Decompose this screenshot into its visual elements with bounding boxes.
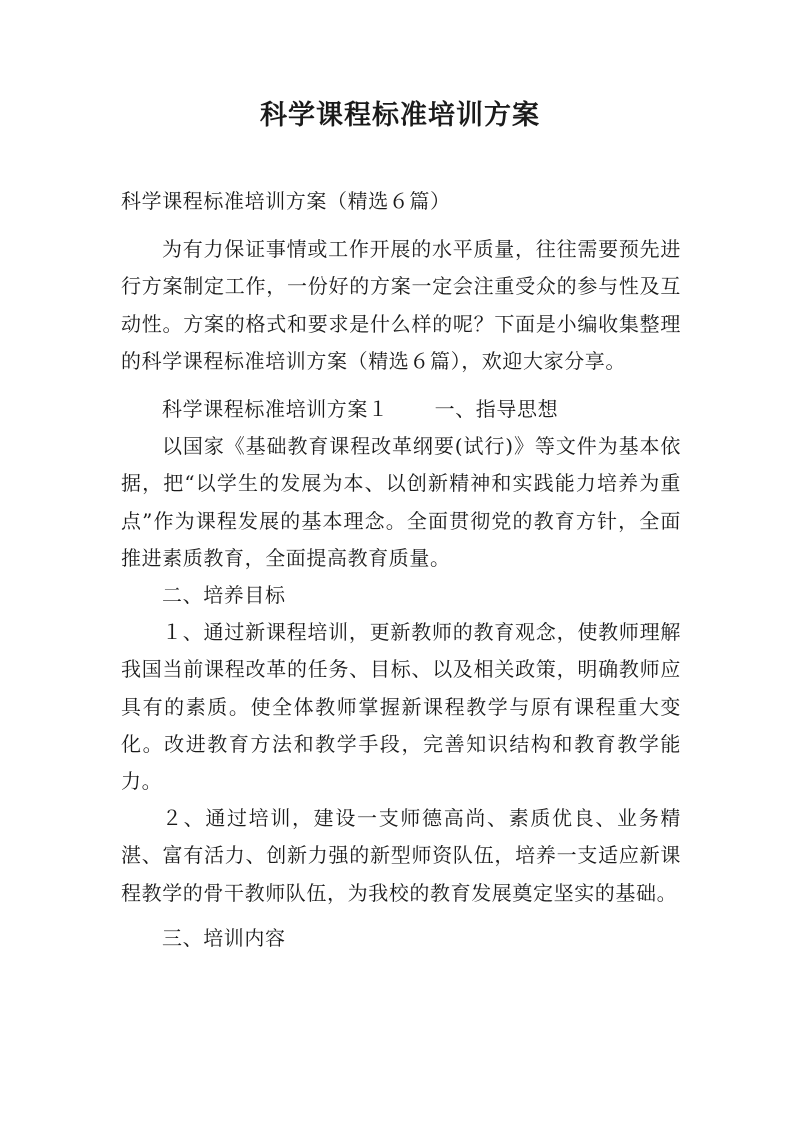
intro-paragraph: 为有力保证事情或工作开展的水平质量，往往需要预先进行方案制定工作，一份好的方案一定会注重受众的参与性及互动性。方案的格式和要求是什么样的呢？下面是小编收集整理的科学课程标准培训方案（精选６篇），欢迎大家分享。 bbox=[121, 237, 681, 373]
guiding-paragraph: 以国家《基础教育课程改革纲要(试行)》等文件为基本依据，把“以学生的发展为本、以创新精神和实践能力培养为重点”作为课程发展的基本理念。全面贯彻党的教育方针，全面推进素质教育，全面提高教育质量。 bbox=[121, 434, 681, 570]
goal-2-paragraph: ２、通过培训，建设一支师德高尚、素质优良、业务精湛、富有活力、创新力强的新型师资队伍，培养一支适应新课程教学的骨干教师队伍，为我校的教育发展奠定坚实的基础。 bbox=[121, 806, 681, 905]
goal-1-paragraph: １、通过新课程培训，更新教师的教育观念，使教师理解我国当前课程改革的任务、目标、以及相关政策，明确教师应具有的素质。使全体教师掌握新课程教学与原有课程重大变化。改进教育方法和教学手段，完善知识结构和教育教学能力。 bbox=[121, 620, 681, 794]
goals-heading: 二、培养目标 bbox=[162, 583, 286, 608]
guiding-heading: 一、指导思想 bbox=[434, 397, 559, 422]
document-title: 科学课程标准培训方案 bbox=[260, 100, 540, 131]
document-body bbox=[121, 183, 681, 957]
subtitle: 科学课程标准培训方案（精选６篇） bbox=[121, 189, 451, 213]
content-heading: 三、培训内容 bbox=[162, 925, 286, 950]
section-1-label: 科学课程标准培训方案１ bbox=[162, 397, 389, 422]
section-1-line bbox=[121, 391, 681, 428]
